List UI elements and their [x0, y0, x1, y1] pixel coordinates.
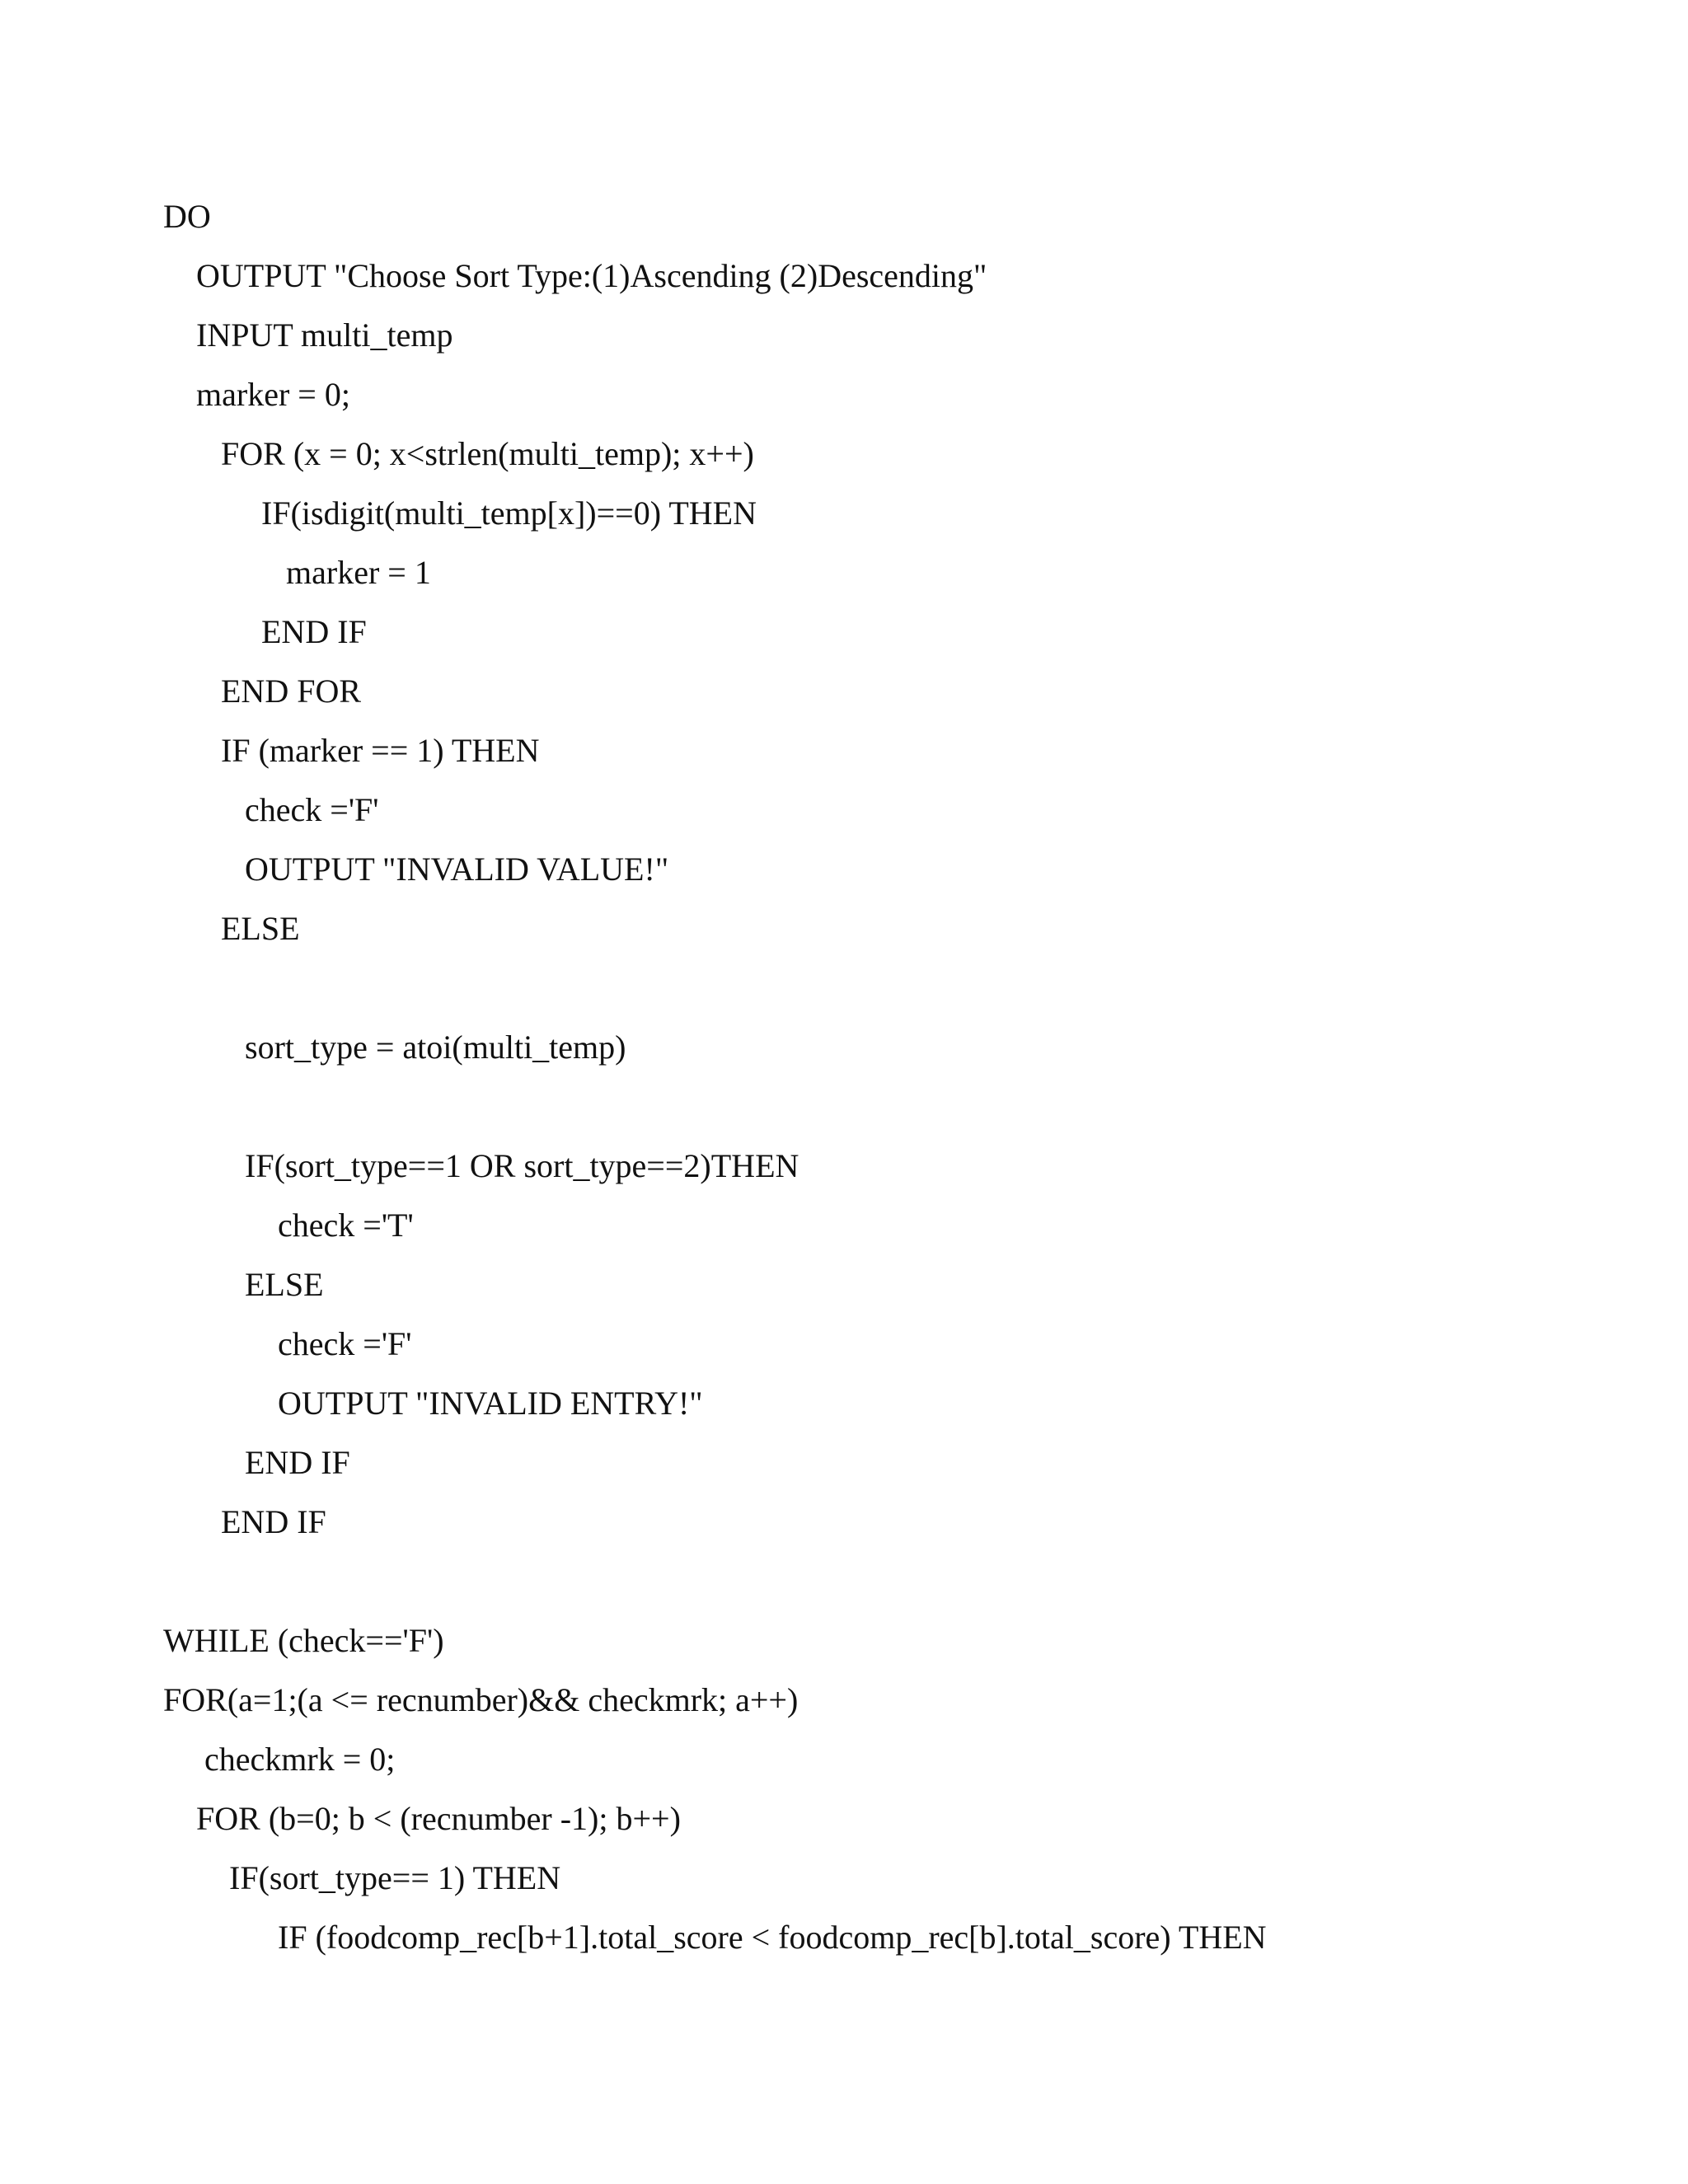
code-line: marker = 0; [196, 376, 350, 413]
code-line: checkmrk = 0; [204, 1741, 396, 1778]
code-line: IF(isdigit(multi_temp[x])==0) THEN [261, 494, 757, 532]
code-line: WHILE (check=='F') [163, 1622, 444, 1659]
code-line: ELSE [221, 910, 300, 947]
code-line: FOR (x = 0; x<strlen(multi_temp); x++) [221, 435, 754, 472]
code-line: END IF [221, 1503, 326, 1540]
code-line: END FOR [221, 673, 362, 710]
code-line: END IF [245, 1444, 350, 1481]
code-line: check ='F' [245, 791, 379, 828]
code-line: OUTPUT "Choose Sort Type:(1)Ascending (2)Descending" [196, 257, 987, 294]
code-line: ELSE [245, 1266, 324, 1303]
code-line: FOR (b=0; b < (recnumber -1); b++) [196, 1800, 681, 1837]
code-line: DO [163, 198, 211, 235]
code-line: sort_type = atoi(multi_temp) [245, 1029, 626, 1066]
code-line: marker = 1 [286, 554, 431, 591]
code-line: IF (marker == 1) THEN [221, 732, 540, 769]
code-line: END IF [261, 613, 367, 650]
code-line: INPUT multi_temp [196, 316, 453, 354]
code-line: check ='T' [278, 1207, 414, 1244]
code-line: OUTPUT "INVALID ENTRY!" [278, 1385, 703, 1422]
code-line: IF(sort_type==1 OR sort_type==2)THEN [245, 1147, 799, 1184]
code-line: IF (foodcomp_rec[b+1].total_score < foodcomp_rec[b].total_score) THEN [278, 1919, 1267, 1956]
code-line: OUTPUT "INVALID VALUE!" [245, 851, 669, 888]
code-line: check ='F' [278, 1325, 412, 1362]
code-line: IF(sort_type== 1) THEN [229, 1859, 561, 1896]
code-line: FOR(a=1;(a <= recnumber)&& checkmrk; a++) [163, 1681, 799, 1718]
